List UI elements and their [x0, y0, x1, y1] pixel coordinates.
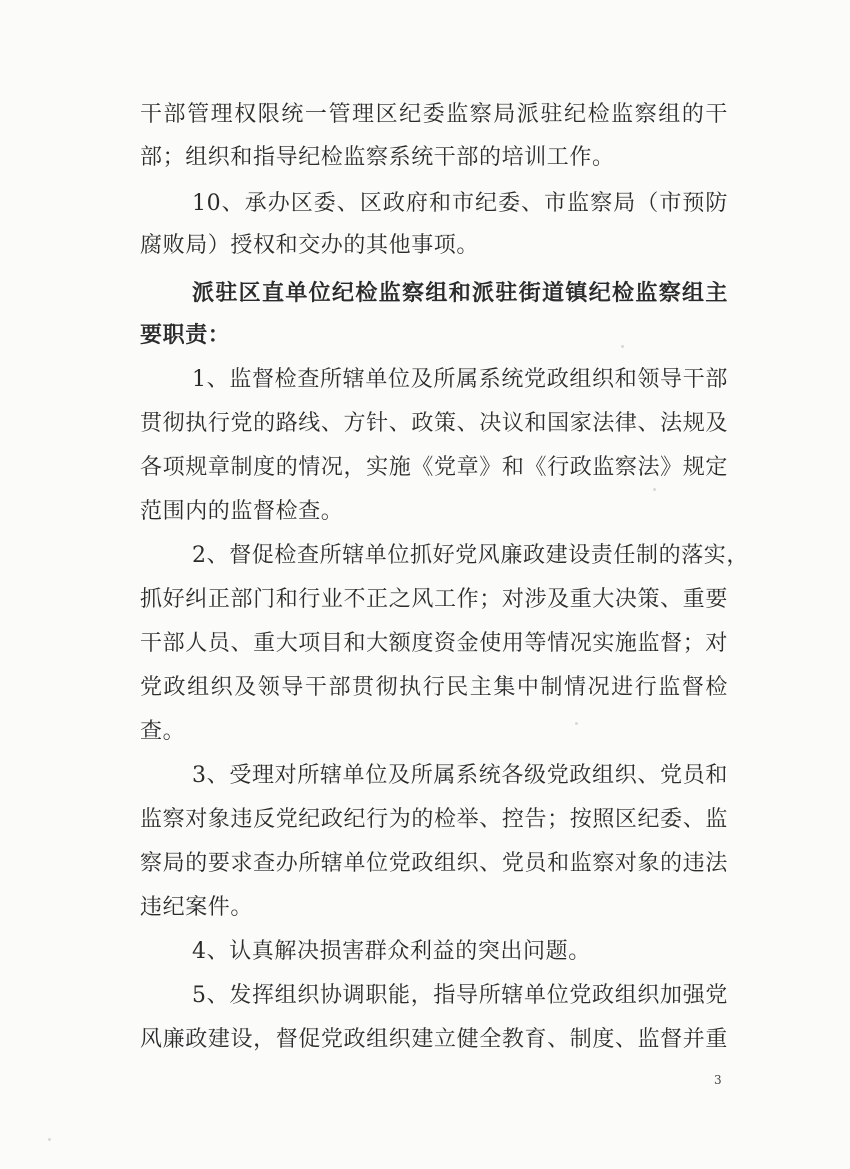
text-line: 查。	[140, 719, 186, 744]
scan-speck	[48, 1138, 51, 1141]
text-line: 各项规章制度的情况，实施《党章》和《行政监察法》规定	[140, 455, 728, 480]
text-line: 干部管理权限统一管理区纪委监察局派驻纪检监察组的干	[140, 102, 728, 127]
text-line: 贯彻执行党的路线、方针、政策、决议和国家法律、法规及	[140, 411, 728, 436]
section-heading: 派驻区直单位纪检监察组和派驻街道镇纪检监察组主	[192, 280, 728, 306]
text-line: 监察对象违反党纪政纪行为的检举、控告；按照区纪委、监	[140, 807, 728, 832]
scan-speck	[621, 345, 624, 348]
text-line: 违纪案件。	[140, 895, 254, 920]
text-line: 1、监督检查所辖单位及所属系统党政组织和领导干部	[192, 367, 728, 392]
scan-speck	[575, 722, 578, 725]
text-line: 抓好纠正部门和行业不正之风工作；对涉及重大决策、重要	[140, 587, 728, 612]
text-line: 10、承办区委、区政府和市纪委、市监察局（市预防	[192, 191, 728, 216]
text-line: 党政组织及领导干部贯彻执行民主集中制情况进行监督检	[140, 675, 728, 700]
text-line: 察局的要求查办所辖单位党政组织、党员和监察对象的违法	[140, 851, 728, 876]
section-heading: 要职责：	[140, 322, 231, 348]
page-number: 3	[714, 1073, 722, 1087]
text-line: 5、发挥组织协调职能，指导所辖单位党政组织加强党	[192, 983, 728, 1008]
text-line: 风廉政建设，督促党政组织建立健全教育、制度、监督并重	[140, 1027, 728, 1052]
text-line: 3、受理对所辖单位及所属系统各级党政组织、党员和	[192, 763, 728, 788]
text-line: 范围内的监督检查。	[140, 499, 344, 524]
text-line: 4、认真解决损害群众利益的突出问题。	[192, 939, 591, 964]
scan-speck	[653, 488, 656, 491]
text-line: 部；组织和指导纪检监察系统干部的培训工作。	[140, 145, 615, 170]
text-line: 腐败局）授权和交办的其他事项。	[140, 233, 480, 258]
text-line: 2、督促检查所辖单位抓好党风廉政建设责任制的落实，	[192, 543, 749, 568]
text-line: 干部人员、重大项目和大额度资金使用等情况实施监督；对	[140, 631, 728, 656]
